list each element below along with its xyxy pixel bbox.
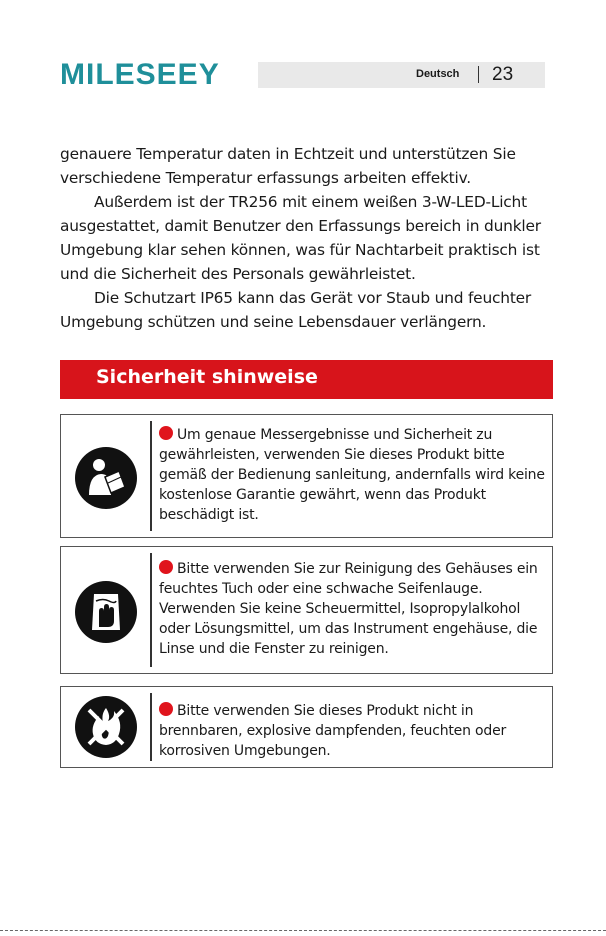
bullet-dot bbox=[159, 560, 173, 574]
notice-divider bbox=[150, 553, 152, 667]
body-text bbox=[60, 142, 554, 334]
paragraph-1: genauere Temperatur daten in Echtzeit und unterstützen Sie verschiedene Temperatur erfassungs arbeiten effektiv. bbox=[60, 145, 516, 187]
paragraph-3: Die Schutzart IP65 kann das Gerät vor Staub und feuchter Umgebung schützen und seine Lebensdauer verlängern. bbox=[60, 289, 532, 331]
wipe-cloth-icon bbox=[75, 581, 137, 643]
read-manual-icon bbox=[75, 447, 137, 509]
language-label: Deutsch bbox=[416, 68, 460, 80]
notice-box-1 bbox=[60, 414, 553, 538]
notice-text-3: Bitte verwenden Sie dieses Produkt nicht in brennbaren, explosive dampfenden, feuchten oder korrosiven Umgebungen. bbox=[159, 703, 507, 759]
notice-text-1: Um genaue Messergebnisse und Sicherheit zu gewährleisten, verwenden Sie dieses Produkt bitte gemäß der Bedienung sanleitung, andernfalls wird keine kostenlose Garantie gewährt, wenn das Produkt beschädigt ist. bbox=[159, 427, 545, 523]
page-bottom-edge bbox=[0, 930, 606, 931]
notice-box-3 bbox=[60, 686, 553, 768]
notice-box-2 bbox=[60, 546, 553, 674]
bullet-dot bbox=[159, 426, 173, 440]
header-divider bbox=[478, 66, 479, 83]
bullet-dot bbox=[159, 702, 173, 716]
no-flammable-icon bbox=[75, 696, 137, 758]
paragraph-2: Außerdem ist der TR256 mit einem weißen 3-W-LED-Licht ausgestattet, damit Benutzer den Erfassungs bereich in dunkler Umgebung klar sehen können, was für Nachtarbeit praktisch ist und die Sicherheit des Personals gewährleistet. bbox=[60, 193, 541, 283]
brand-logo: MILESEEY bbox=[60, 58, 220, 91]
page-number: 23 bbox=[492, 64, 514, 85]
section-header bbox=[60, 360, 553, 399]
notice-divider bbox=[150, 421, 152, 531]
notice-text-2: Bitte verwenden Sie zur Reinigung des Gehäuses ein feuchtes Tuch oder eine schwache Seifenlauge. Verwenden Sie keine Scheuermittel, Isopropylalkohol oder Lösungsmittel, um das Instrument engehäuse, die Linse und die Fenster zu reinigen. bbox=[159, 561, 538, 657]
section-title: Sicherheit shinweise bbox=[96, 366, 318, 388]
notice-divider bbox=[150, 693, 152, 761]
